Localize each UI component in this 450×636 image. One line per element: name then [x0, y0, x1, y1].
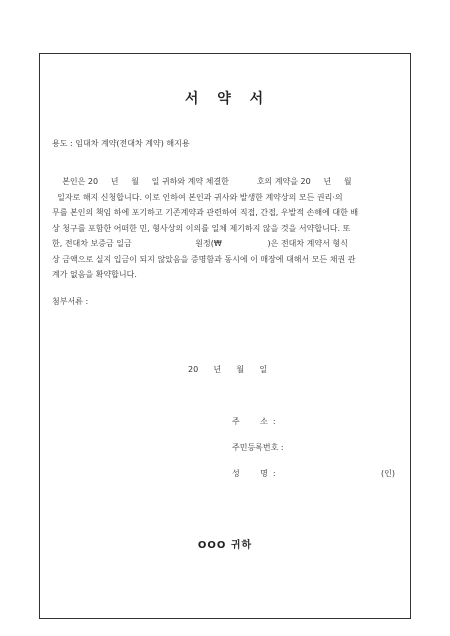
body-line: 한, 전대차 보증금 일금 원정(₩ )은 전대차 계약서 형식 — [52, 239, 348, 248]
address-label: 주 소 : — [232, 417, 276, 426]
addressee: OOO 귀하 — [197, 540, 253, 551]
purpose-line: 용도 : 임대차 계약(전대차 계약) 해지용 — [52, 139, 190, 148]
attachments-label: 첨부서류 : — [52, 297, 89, 306]
name-label: 성 명 : — [232, 469, 276, 478]
body-line: 무를 본인의 책임 하에 포기하고 기존계약과 관련하여 직접, 간접, 우발적 손해에 대한 배 — [52, 208, 359, 217]
document-title: 서 약 서 — [184, 91, 266, 107]
date-line: 20 년 월 일 — [188, 365, 268, 374]
pledge-body — [52, 174, 400, 283]
body-line: 상 청구를 포함한 어떠한 민, 형사상의 이의를 일체 제기하지 않을 것을 서약합니다. 또 — [52, 223, 351, 233]
body-line: 일자로 해지 신청합니다. 이로 인하여 본인과 귀사와 발생한 계약상의 모든 권리·의 — [52, 192, 343, 202]
body-line: 본인은 20 년 월 일 귀하와 계약 체결한 호의 계약을 20 년 월 — [52, 177, 352, 186]
resident-number-label: 주민등록번호 : — [232, 443, 284, 452]
body-line: 계가 없음을 확약합니다. — [52, 270, 137, 279]
seal-mark: (인) — [381, 469, 395, 478]
body-line: 상 금액으로 실지 입금이 되지 않았음을 증명함과 동시에 이 매장에 대해서 모든 채권 관 — [52, 254, 356, 264]
